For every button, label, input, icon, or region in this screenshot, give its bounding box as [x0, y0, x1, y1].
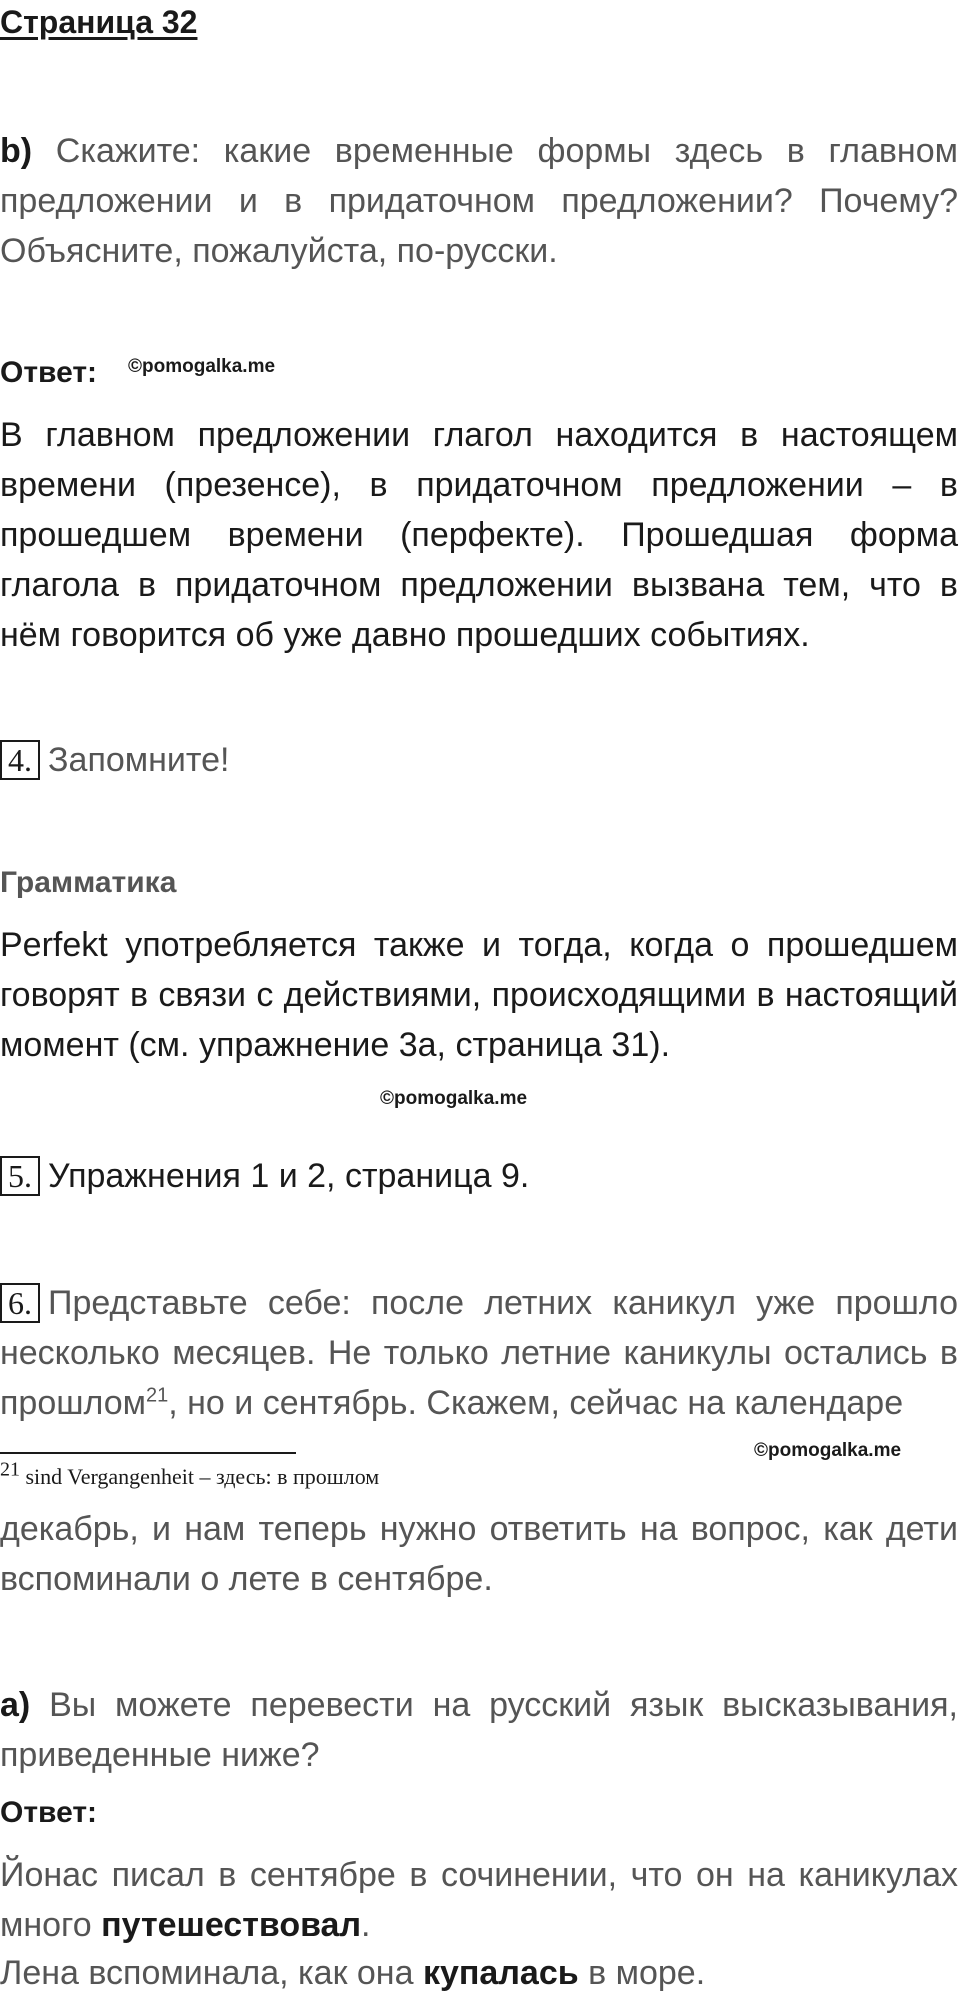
exercise-6-text — [0, 1278, 958, 1428]
exercise-5-number: 5. — [0, 1156, 40, 1196]
answer-a-line2-before: Лена вспоминала, как она — [0, 1954, 423, 1992]
footnote-number: 21 — [0, 1458, 20, 1481]
exercise-5 — [0, 1154, 529, 1198]
exercise-6-text-part1: Представьте себе: после летних каникул уже прошло несколько месяцев. Не только летние каникулы остались в прошлом — [0, 1284, 958, 1422]
answer-a-line1-before: Йонас писал в сентябре в сочинении, что он на каникулах много — [0, 1856, 958, 1944]
answer-a-line2 — [0, 1948, 958, 1998]
footnote — [0, 1458, 380, 1490]
grammar-heading: Грамматика — [0, 866, 177, 899]
section-b-question — [0, 126, 958, 276]
watermark-1: ©pomogalka.me — [128, 356, 276, 377]
exercise-6-continuation: декабрь, и нам теперь нужно ответить на вопрос, как дети вспоминали о лете в сентябре. — [0, 1510, 958, 1598]
page-title: Страница 32 — [0, 4, 198, 40]
answer-b-text: В главном предложении глагол находится в настоящем времени (презенсе), в придаточном предложении – в прошедшем времени (перфекте). Прошедшая форма глагола в придаточном предложении вызвана тем, что в нём говорится об уже давно прошедших событиях. — [0, 416, 958, 654]
section-b-question-text: Скажите: какие временные формы здесь в главном предложении и в придаточном предложении? Почему? Объясните, пожалуйста, по-русски. — [0, 132, 958, 270]
answer-a-line1-bold: путешествовал — [101, 1906, 362, 1944]
answer-a-line2-bold: купалась — [422, 1954, 579, 1992]
watermark-3: ©pomogalka.me — [754, 1440, 902, 1461]
answer-a-line1-after: . — [361, 1906, 371, 1944]
answer-label-a: Ответ: — [0, 1796, 98, 1829]
exercise-6-number: 6. — [0, 1283, 40, 1323]
footnote-ref-21: 21 — [146, 1384, 169, 1407]
answer-label-b: Ответ: — [0, 356, 98, 389]
exercise-5-text: Упражнения 1 и 2, страница 9. — [48, 1157, 530, 1195]
footnote-divider — [0, 1452, 296, 1454]
section-a-label: a) — [0, 1686, 31, 1724]
answer-a-line1 — [0, 1850, 958, 1950]
watermark-2: ©pomogalka.me — [380, 1088, 528, 1109]
section-b-label: b) — [0, 132, 33, 170]
footnote-text: sind Vergangenheit – здесь: в прошлом — [25, 1464, 380, 1489]
exercise-4 — [0, 738, 229, 782]
answer-a-line2-after: в море. — [578, 1954, 706, 1992]
section-a-question-text: Вы можете перевести на русский язык высказывания, приведенные ниже? — [0, 1686, 958, 1774]
exercise-4-number: 4. — [0, 740, 40, 780]
grammar-text: Perfekt употребляется также и тогда, когда о прошедшем говорят в связи с действиями, происходящими в настоящий момент (см. упражнение 3а, страница 31). — [0, 926, 958, 1064]
section-a-question — [0, 1680, 958, 1780]
exercise-6-text-part2: , но и сентябрь. Скажем, сейчас на календаре — [168, 1384, 904, 1422]
exercise-4-text: Запомните! — [48, 741, 230, 779]
